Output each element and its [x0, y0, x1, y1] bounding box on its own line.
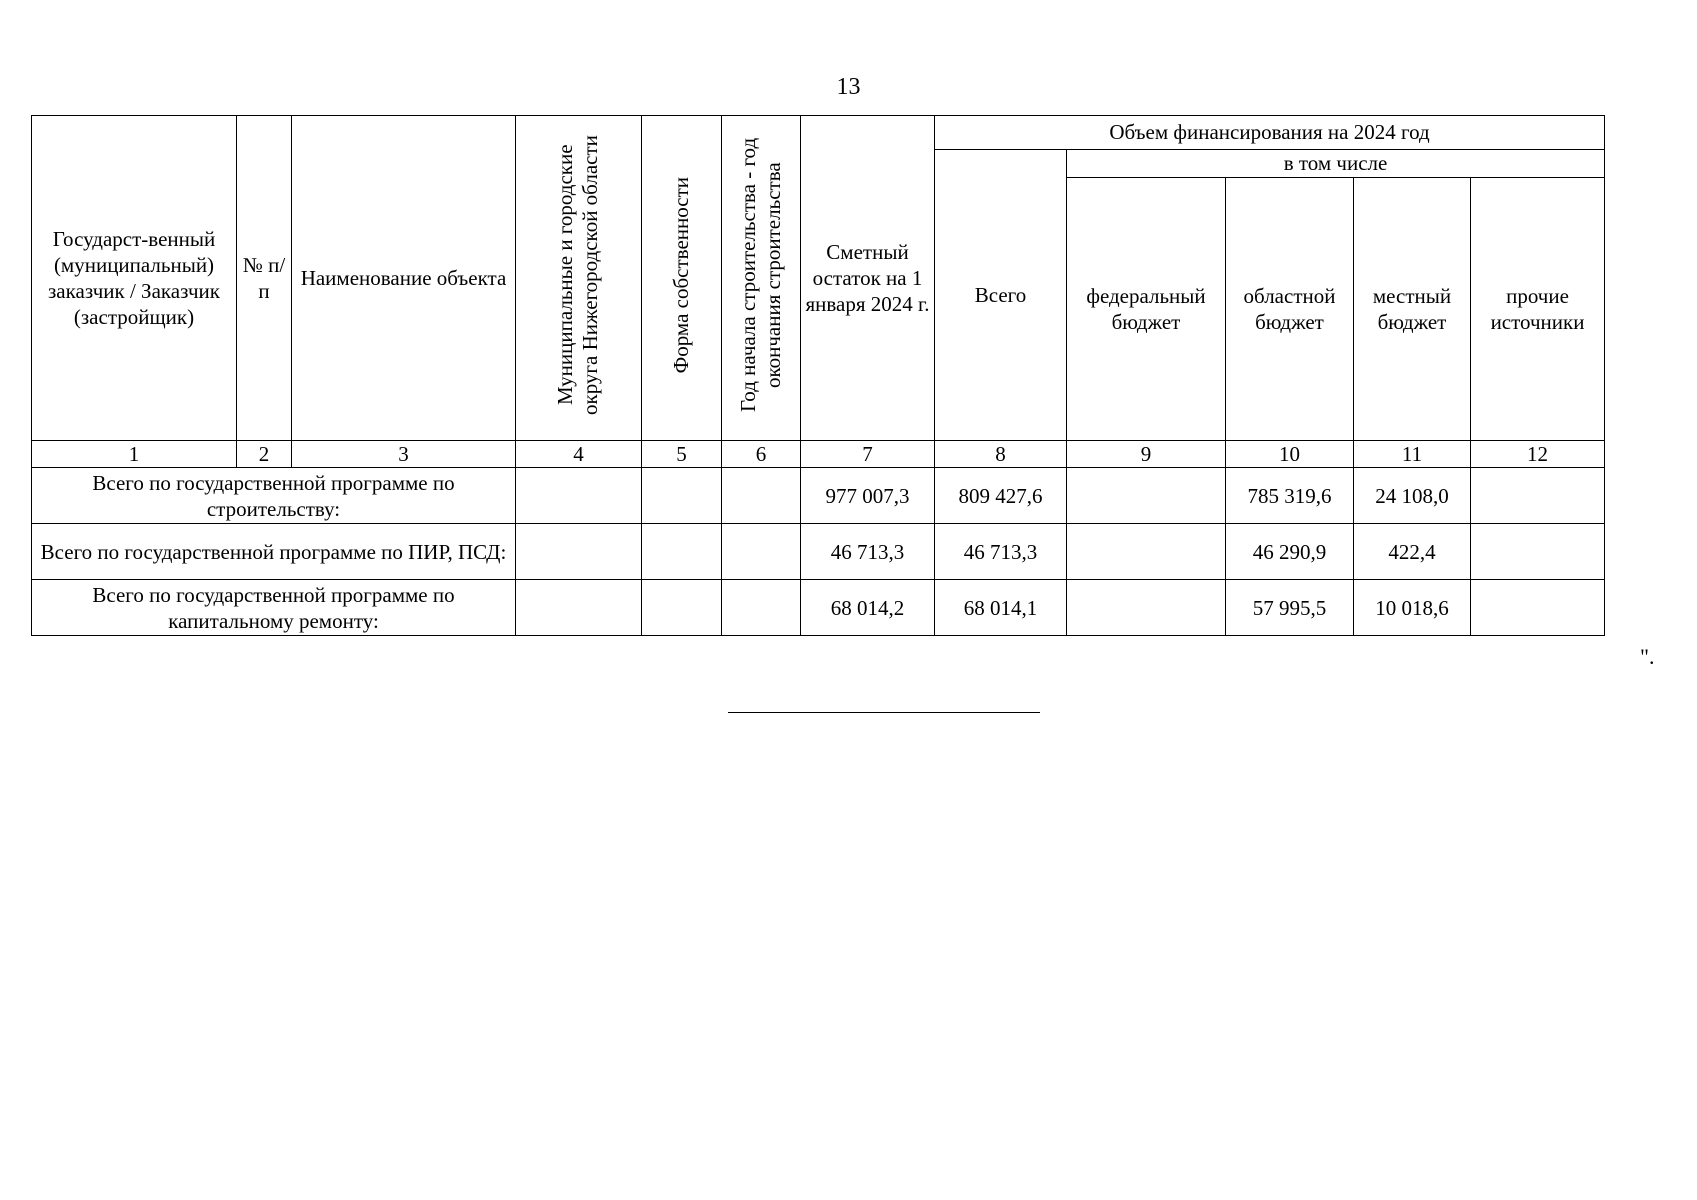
header-including: в том числе [1067, 150, 1605, 178]
cell-total: 46 713,3 [935, 524, 1067, 580]
table-row [32, 468, 1605, 524]
column-number: 10 [1226, 441, 1354, 468]
closing-quote-mark: ". [1640, 644, 1655, 669]
cell-ownership [642, 468, 722, 524]
row-label: Всего по государственной программе по ПИР, ПСД: [32, 524, 516, 580]
cell-years [722, 468, 801, 524]
header-financing-group: Объем финансирования на 2024 год [935, 116, 1605, 150]
cell-estimate: 68 014,2 [801, 580, 935, 636]
header-years [722, 116, 801, 441]
header-object-name: Наименование объекта [292, 116, 516, 441]
header-municipalities-text: Муниципальные и городские округа Нижегородской области [553, 134, 603, 415]
cell-local: 422,4 [1354, 524, 1471, 580]
cell-federal [1067, 580, 1226, 636]
cell-municipality [516, 468, 642, 524]
cell-other [1471, 468, 1605, 524]
row-label: Всего по государственной программе по строительству: [32, 468, 516, 524]
cell-other [1471, 524, 1605, 580]
cell-ownership [642, 580, 722, 636]
row-label: Всего по государственной программе по капитальному ремонту: [32, 580, 516, 636]
column-number: 11 [1354, 441, 1471, 468]
cell-years [722, 524, 801, 580]
page-number: 13 [836, 74, 861, 100]
column-number: 5 [642, 441, 722, 468]
financing-table [31, 115, 1605, 636]
column-number: 4 [516, 441, 642, 468]
column-number: 12 [1471, 441, 1605, 468]
cell-federal [1067, 468, 1226, 524]
column-number: 2 [237, 441, 292, 468]
cell-total: 809 427,6 [935, 468, 1067, 524]
divider-line [728, 712, 1040, 713]
header-municipalities [516, 116, 642, 441]
header-number: № п/п [237, 116, 292, 441]
column-number: 6 [722, 441, 801, 468]
header-years-text: Год начала строительства - год окончания строительства [735, 137, 785, 412]
cell-other [1471, 580, 1605, 636]
header-ownership-text: Форма собственности [668, 176, 693, 374]
cell-federal [1067, 524, 1226, 580]
header-total: Всего [935, 150, 1067, 441]
cell-total: 68 014,1 [935, 580, 1067, 636]
table-row [32, 524, 1605, 580]
column-number: 8 [935, 441, 1067, 468]
header-regional: областной бюджет [1226, 178, 1354, 441]
cell-ownership [642, 524, 722, 580]
header-customer: Государст-венный (муниципальный) заказчик / Заказчик (застройщик) [32, 116, 237, 441]
cell-regional: 46 290,9 [1226, 524, 1354, 580]
header-estimate: Сметный остаток на 1 января 2024 г. [801, 116, 935, 441]
cell-local: 24 108,0 [1354, 468, 1471, 524]
cell-estimate: 46 713,3 [801, 524, 935, 580]
cell-municipality [516, 580, 642, 636]
header-federal: федеральный бюджет [1067, 178, 1226, 441]
cell-regional: 785 319,6 [1226, 468, 1354, 524]
header-other: прочие источники [1471, 178, 1605, 441]
column-number: 9 [1067, 441, 1226, 468]
cell-regional: 57 995,5 [1226, 580, 1354, 636]
cell-local: 10 018,6 [1354, 580, 1471, 636]
table-row [32, 580, 1605, 636]
column-number: 7 [801, 441, 935, 468]
cell-municipality [516, 524, 642, 580]
header-local: местный бюджет [1354, 178, 1471, 441]
header-ownership [642, 116, 722, 441]
column-number: 1 [32, 441, 237, 468]
cell-estimate: 977 007,3 [801, 468, 935, 524]
cell-years [722, 580, 801, 636]
column-number: 3 [292, 441, 516, 468]
